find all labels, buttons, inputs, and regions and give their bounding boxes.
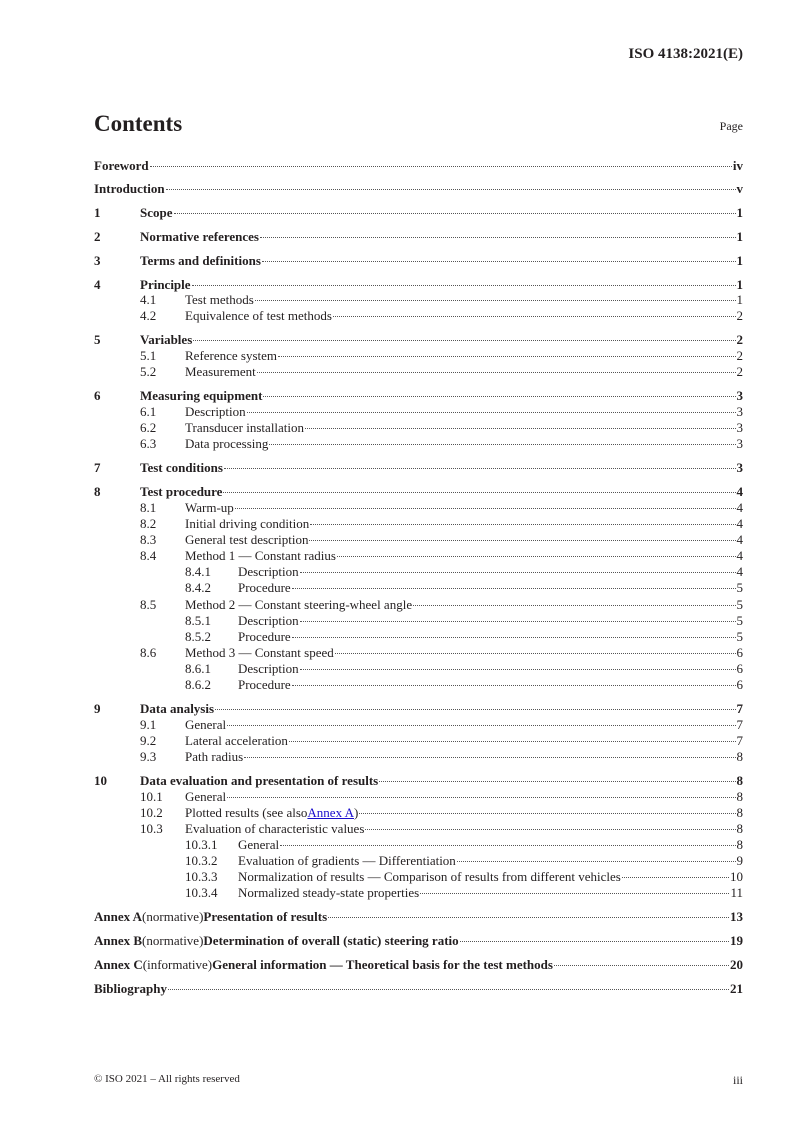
entry-page: 20 <box>730 957 743 972</box>
entry-number: 8.4.2 <box>185 580 211 595</box>
entry-number: 8.4 <box>140 548 157 563</box>
toc-entry[interactable] <box>94 580 743 596</box>
entry-page: 8 <box>736 749 743 764</box>
toc-entry[interactable] <box>94 436 743 452</box>
entry-number: 8.4.1 <box>185 564 211 579</box>
toc-entry[interactable] <box>94 789 743 805</box>
dot-leader <box>263 396 735 397</box>
dot-leader <box>244 757 735 758</box>
entry-title: Procedure <box>238 580 291 595</box>
entry-page: 10 <box>730 869 743 884</box>
entry-page: 2 <box>736 348 743 363</box>
entry-page: 7 <box>736 717 743 732</box>
entry-number: 9.1 <box>140 717 157 732</box>
entry-title: Data evaluation and presentation of results <box>140 773 379 788</box>
toc-entry[interactable] <box>94 388 743 404</box>
entry-number: 2 <box>94 229 101 244</box>
dot-leader <box>193 340 735 341</box>
annex-label: Annex B <box>94 933 143 948</box>
toc-entry[interactable] <box>94 661 743 677</box>
entry-page: 21 <box>730 981 743 996</box>
entry-number: 10.2 <box>140 805 163 820</box>
dot-leader <box>359 813 735 814</box>
entry-page: 7 <box>736 701 743 716</box>
toc-entry[interactable] <box>94 532 743 548</box>
toc-entry[interactable] <box>94 821 743 837</box>
dot-leader <box>215 709 735 710</box>
dot-leader <box>150 166 732 167</box>
entry-title: Evaluation of characteristic values <box>185 821 365 836</box>
entry-title: General <box>185 717 227 732</box>
entry-title: Introduction <box>94 181 165 196</box>
toc-entry[interactable] <box>94 277 743 293</box>
toc-entry[interactable] <box>94 484 743 500</box>
annex-label: Annex A <box>94 909 143 924</box>
dot-leader <box>227 797 735 798</box>
dot-leader <box>292 637 736 638</box>
entry-title: General test description <box>185 532 309 547</box>
dot-leader <box>379 781 735 782</box>
toc-entry[interactable] <box>94 597 743 613</box>
entry-number: 10.3.2 <box>185 853 218 868</box>
entry-page: 3 <box>736 388 743 403</box>
entry-title: Equivalence of test methods <box>185 308 332 323</box>
entry-number: 8.6.1 <box>185 661 211 676</box>
copyright-footer: © ISO 2021 – All rights reserved <box>94 1073 240 1085</box>
entry-page: 5 <box>736 597 743 612</box>
entry-page: 8 <box>736 821 743 836</box>
entry-page: 4 <box>736 516 743 531</box>
toc-entry[interactable] <box>94 564 743 580</box>
entry-title: Evaluation of gradients — Differentiation <box>238 853 456 868</box>
entry-title: Description <box>238 564 299 579</box>
dot-leader <box>460 941 729 942</box>
annex-kind: (normative) <box>142 933 204 948</box>
entry-number: 8.5.2 <box>185 629 211 644</box>
dot-leader <box>224 468 736 469</box>
entry-number: 10.3 <box>140 821 163 836</box>
entry-page: 5 <box>736 629 743 644</box>
toc-entry[interactable] <box>94 773 743 789</box>
entry-title: Test methods <box>185 292 254 307</box>
entry-number: 8.3 <box>140 532 157 547</box>
page-column-label: Page <box>719 119 743 133</box>
toc-entry[interactable] <box>94 733 743 749</box>
entry-number: 6.2 <box>140 420 157 435</box>
entry-title: Test procedure <box>140 484 223 499</box>
toc-entry[interactable] <box>94 548 743 564</box>
dot-leader <box>305 428 735 429</box>
entry-title: Test conditions <box>140 460 223 475</box>
entry-title: Path radius <box>185 749 244 764</box>
entry-page: 8 <box>736 773 743 788</box>
entry-page: 5 <box>736 613 743 628</box>
toc-entry[interactable] <box>94 869 743 885</box>
entry-number: 5.2 <box>140 364 157 379</box>
entry-title: Normative references <box>140 229 259 244</box>
contents-title: Contents <box>94 111 183 136</box>
dot-leader <box>292 685 736 686</box>
dot-leader <box>554 965 729 966</box>
entry-title: Description <box>185 404 246 419</box>
entry-title: Bibliography <box>94 981 167 996</box>
toc-entry[interactable] <box>94 837 743 853</box>
dot-leader <box>300 572 736 573</box>
dot-leader <box>278 356 735 357</box>
entry-number: 9.3 <box>140 749 157 764</box>
entry-number: 4 <box>94 277 101 292</box>
dot-leader <box>269 444 735 445</box>
entry-title: General <box>238 837 280 852</box>
entry-number: 10.3.3 <box>185 869 218 884</box>
entry-number: 8.1 <box>140 500 157 515</box>
entry-title: Normalized steady-state properties <box>238 885 420 900</box>
dot-leader <box>292 588 736 589</box>
toc-entry[interactable] <box>94 158 743 174</box>
entry-title: Method 1 — Constant radius <box>185 548 336 563</box>
toc-entry[interactable] <box>94 957 743 973</box>
entry-title: Data analysis <box>140 701 215 716</box>
entry-number: 4.1 <box>140 292 157 307</box>
toc-entry[interactable] <box>94 253 743 269</box>
dot-leader <box>257 372 736 373</box>
annex-kind: (informative) <box>142 957 213 972</box>
dot-leader <box>420 893 729 894</box>
entry-page: 2 <box>736 332 743 347</box>
entry-page: 2 <box>736 364 743 379</box>
entry-number: 10.1 <box>140 789 163 804</box>
entry-title: General information — Theoretical basis for the test methods <box>212 957 553 972</box>
dot-leader <box>300 621 736 622</box>
dot-leader <box>255 300 736 301</box>
entry-number: 8.6 <box>140 645 157 660</box>
entry-page: 8 <box>736 837 743 852</box>
toc-entry[interactable] <box>94 629 743 645</box>
toc-entry[interactable] <box>94 229 743 245</box>
toc-entry[interactable] <box>94 516 743 532</box>
annex-label: Annex C <box>94 957 143 972</box>
entry-page: 4 <box>736 564 743 579</box>
entry-title: Measurement <box>185 364 256 379</box>
toc-entry[interactable] <box>94 909 743 925</box>
entry-title: Presentation of results <box>203 909 328 924</box>
dot-leader <box>310 524 735 525</box>
entry-title: Procedure <box>238 629 291 644</box>
dot-leader <box>227 725 735 726</box>
entry-title: Method 3 — Constant speed <box>185 645 334 660</box>
entry-page: 3 <box>736 420 743 435</box>
entry-page: 3 <box>736 404 743 419</box>
toc-entry[interactable] <box>94 613 743 629</box>
entry-page: 3 <box>736 436 743 451</box>
entry-page: v <box>736 181 743 196</box>
toc-entry[interactable] <box>94 460 743 476</box>
entry-title: Lateral acceleration <box>185 733 288 748</box>
dot-leader <box>337 556 736 557</box>
toc-entry[interactable] <box>94 805 743 821</box>
entry-title: Terms and definitions <box>140 253 261 268</box>
entry-page: 4 <box>736 484 743 499</box>
entry-number: 6 <box>94 388 101 403</box>
toc-entry[interactable] <box>94 645 743 661</box>
entry-number: 5 <box>94 332 101 347</box>
dot-leader <box>365 829 735 830</box>
entry-page: 4 <box>736 500 743 515</box>
dot-leader <box>413 605 735 606</box>
toc-entry[interactable] <box>94 364 743 380</box>
entry-title: Scope <box>140 205 173 220</box>
entry-page: 8 <box>736 805 743 820</box>
dot-leader <box>457 861 736 862</box>
entry-page: 6 <box>736 645 743 660</box>
toc-entry[interactable] <box>94 853 743 869</box>
entry-title: Reference system <box>185 348 278 363</box>
entry-title: Determination of overall (static) steering ratio <box>203 933 459 948</box>
entry-page: 4 <box>736 548 743 563</box>
entry-page: 2 <box>736 308 743 323</box>
entry-number: 6.1 <box>140 404 157 419</box>
dot-leader <box>166 189 736 190</box>
toc-entry[interactable] <box>94 981 743 997</box>
toc-entry[interactable] <box>94 404 743 420</box>
entry-title: Initial driving condition <box>185 516 310 531</box>
entry-page: 1 <box>736 205 743 220</box>
dot-leader <box>192 285 736 286</box>
dot-leader <box>622 877 729 878</box>
toc-entry[interactable] <box>94 292 743 308</box>
entry-page: 1 <box>736 292 743 307</box>
entry-number: 8.5.1 <box>185 613 211 628</box>
toc-entry[interactable] <box>94 885 743 901</box>
entry-page: 19 <box>730 933 743 948</box>
toc-entry[interactable] <box>94 701 743 717</box>
entry-number: 1 <box>94 205 101 220</box>
dot-leader <box>280 845 735 846</box>
entry-title: Variables <box>140 332 193 347</box>
entry-title: Measuring equipment <box>140 388 263 403</box>
entry-number: 10 <box>94 773 107 788</box>
entry-page: 8 <box>736 789 743 804</box>
entry-page: 1 <box>736 253 743 268</box>
entry-number: 10.3.4 <box>185 885 218 900</box>
toc-entry[interactable] <box>94 181 743 197</box>
toc-entry[interactable] <box>94 500 743 516</box>
entry-number: 9 <box>94 701 101 716</box>
entry-number: 10.3.1 <box>185 837 218 852</box>
page-number: iii <box>732 1073 743 1087</box>
annex-a-link[interactable]: Annex A <box>307 805 354 820</box>
entry-title: Plotted results (see also <box>185 805 308 820</box>
entry-number: 4.2 <box>140 308 157 323</box>
entry-page: 1 <box>736 229 743 244</box>
document-id: ISO 4138:2021(E) <box>628 46 743 62</box>
toc-entry[interactable] <box>94 749 743 765</box>
entry-number: 9.2 <box>140 733 157 748</box>
toc-entry[interactable] <box>94 677 743 693</box>
dot-leader <box>168 989 729 990</box>
entry-title: Data processing <box>185 436 269 451</box>
dot-leader <box>328 917 729 918</box>
entry-title: Procedure <box>238 677 291 692</box>
entry-page: 11 <box>730 885 743 900</box>
entry-title: Description <box>238 661 299 676</box>
dot-leader <box>260 237 736 238</box>
dot-leader <box>333 316 736 317</box>
entry-number: 7 <box>94 460 101 475</box>
entry-title: General <box>185 789 227 804</box>
entry-title-suffix: ) <box>354 805 359 820</box>
entry-page: 6 <box>736 661 743 676</box>
entry-page: 9 <box>736 853 743 868</box>
toc-entry[interactable] <box>94 348 743 364</box>
entry-title: Normalization of results — Comparison of results from different vehicles <box>238 869 621 884</box>
dot-leader <box>289 741 736 742</box>
toc-entry[interactable] <box>94 332 743 348</box>
dot-leader <box>309 540 735 541</box>
entry-page: 5 <box>736 580 743 595</box>
entry-title: Foreword <box>94 158 149 173</box>
entry-title: Principle <box>140 277 191 292</box>
dot-leader <box>223 492 735 493</box>
entry-page: 6 <box>736 677 743 692</box>
entry-title: Warm-up <box>185 500 234 515</box>
entry-page: 1 <box>736 277 743 292</box>
entry-number: 3 <box>94 253 101 268</box>
entry-title: Method 2 — Constant steering-wheel angle <box>185 597 413 612</box>
annex-kind: (normative) <box>142 909 204 924</box>
entry-number: 5.1 <box>140 348 157 363</box>
entry-number: 8.5 <box>140 597 157 612</box>
entry-number: 8.6.2 <box>185 677 211 692</box>
entry-page: 7 <box>736 733 743 748</box>
toc-entry[interactable] <box>94 933 743 949</box>
entry-title: Description <box>238 613 299 628</box>
dot-leader <box>300 669 736 670</box>
toc-entry[interactable] <box>94 420 743 436</box>
dot-leader <box>247 412 736 413</box>
entry-page: 3 <box>736 460 743 475</box>
toc-entry[interactable] <box>94 308 743 324</box>
dot-leader <box>335 653 736 654</box>
entry-number: 8.2 <box>140 516 157 531</box>
entry-number: 6.3 <box>140 436 157 451</box>
entry-number: 8 <box>94 484 101 499</box>
dot-leader <box>262 261 736 262</box>
entry-page: 4 <box>736 532 743 547</box>
toc-entry[interactable] <box>94 205 743 221</box>
entry-page: 13 <box>730 909 743 924</box>
toc-entry[interactable] <box>94 717 743 733</box>
entry-page: iv <box>732 158 743 173</box>
entry-title: Transducer installation <box>185 420 305 435</box>
dot-leader <box>174 213 736 214</box>
dot-leader <box>235 508 736 509</box>
